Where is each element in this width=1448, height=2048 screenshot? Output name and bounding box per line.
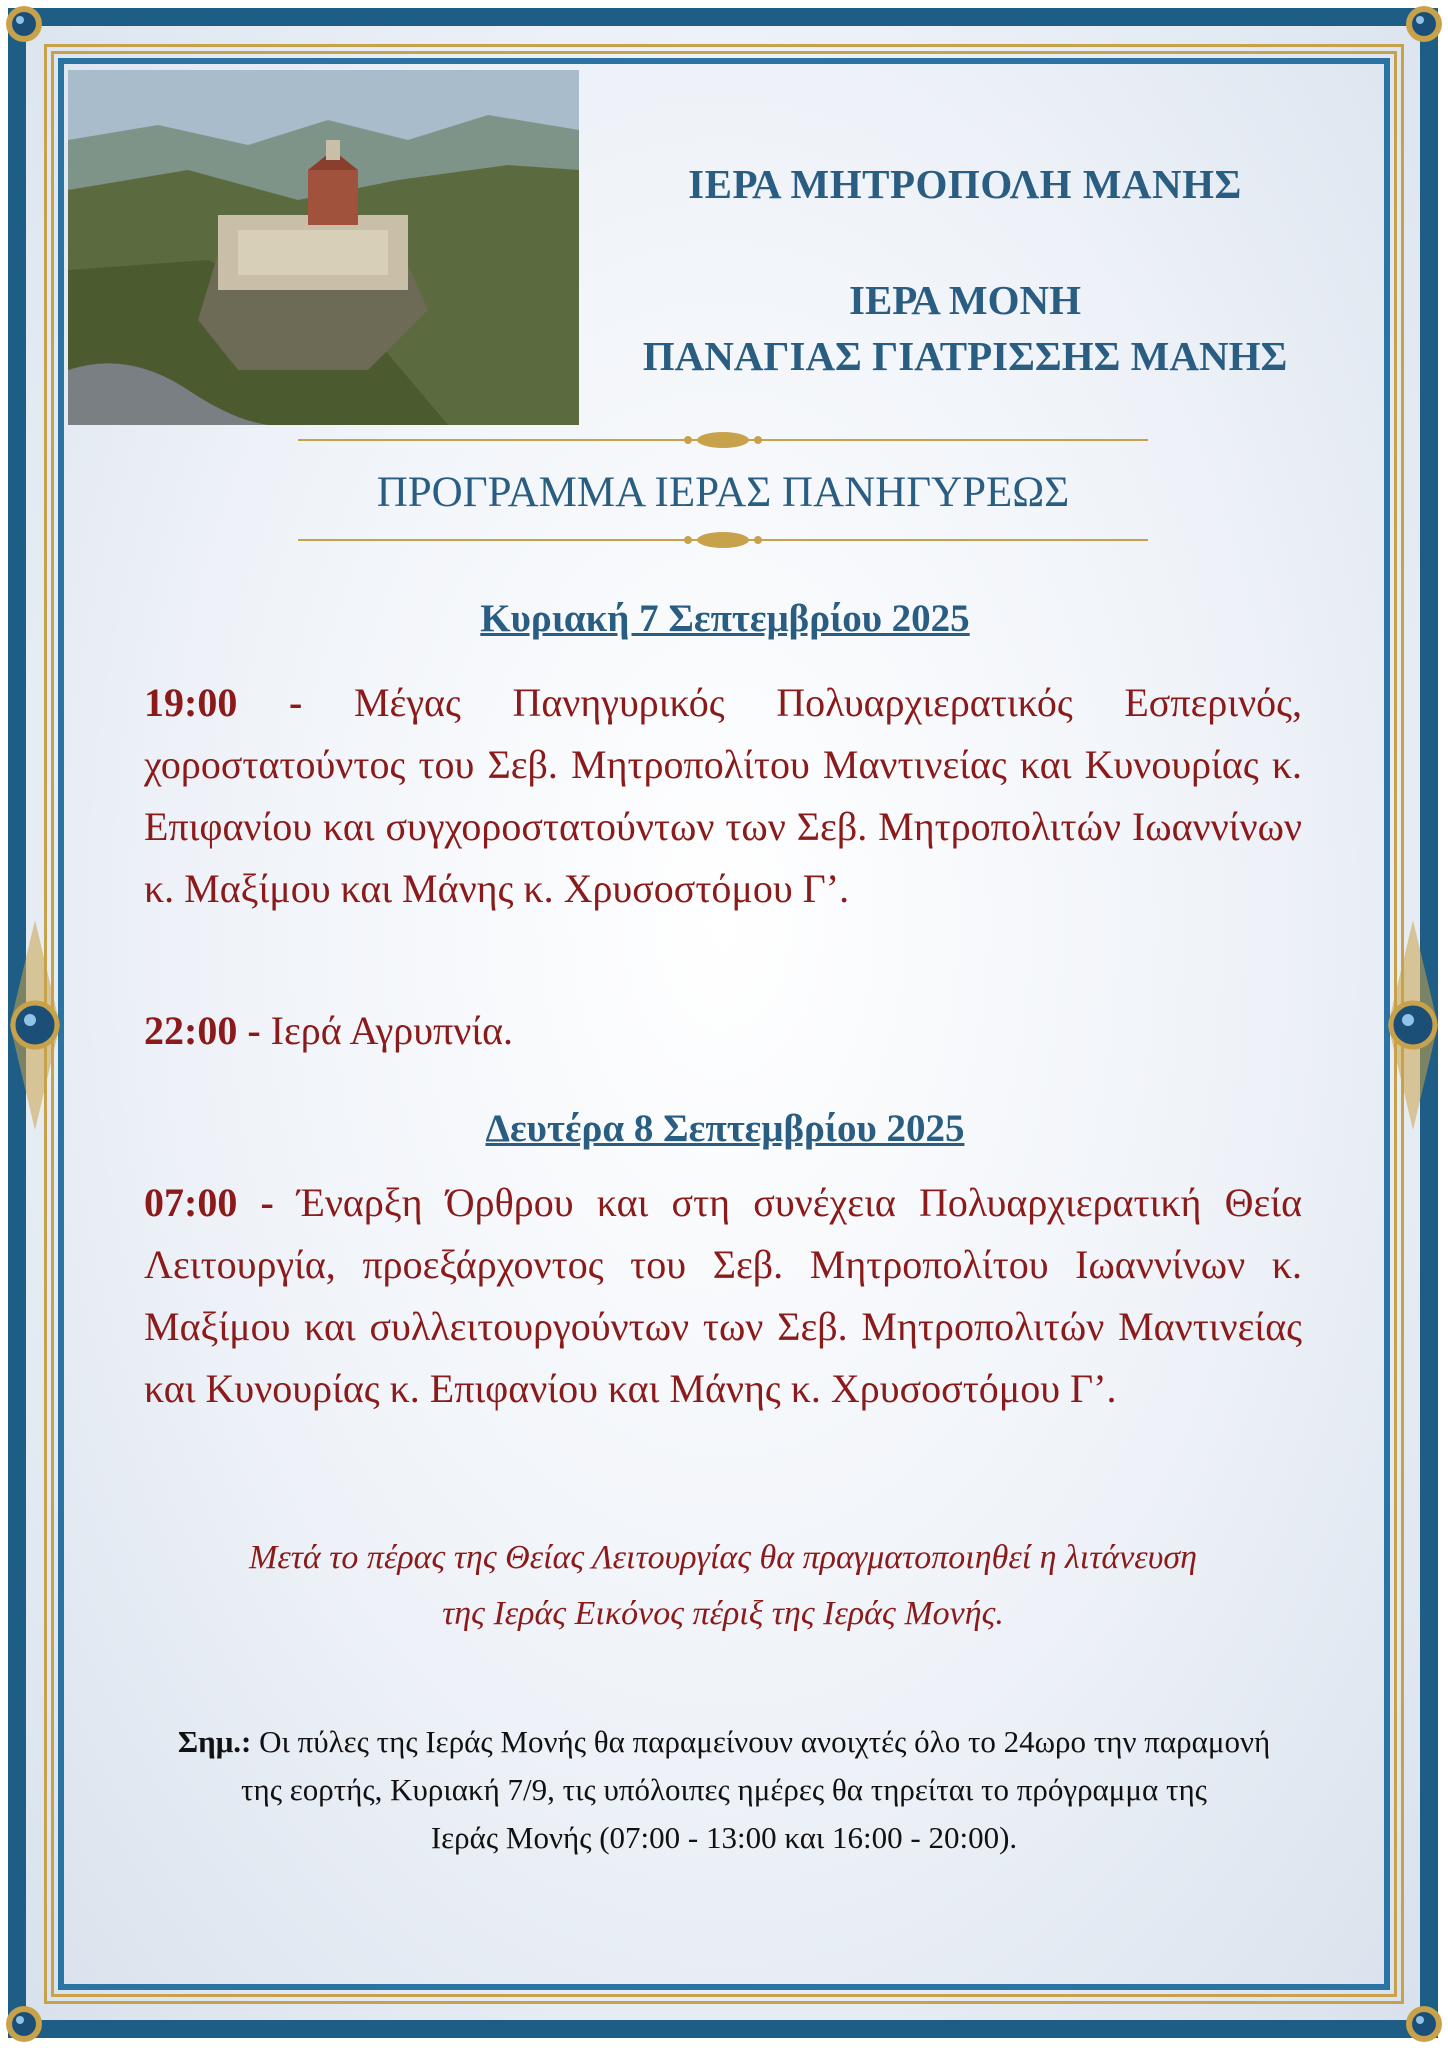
- footnote-line1: Οι πύλες της Ιεράς Μονής θα παραμείνουν ανοιχτές όλο το 24ωρο την παραμονή: [259, 1724, 1271, 1759]
- day1-heading: Κυριακή 7 Σεπτεμβρίου 2025: [480, 597, 970, 640]
- ornamental-divider-top: [298, 430, 1148, 450]
- side-ornament-icon: [0, 920, 70, 1130]
- footnote-line3: Ιεράς Μονής (07:00 - 13:00 και 16:00 - 20:00).: [430, 1820, 1018, 1855]
- day1-event1: [144, 672, 1302, 920]
- monastery-illustration: [68, 70, 579, 425]
- procession-note: [100, 1530, 1346, 1642]
- event-time: 07:00 -: [144, 1180, 274, 1225]
- monastery-title-line1: ΙΕΡΑ ΜΟΝΗ: [848, 277, 1081, 323]
- day1-event2: [144, 1000, 1302, 1062]
- side-ornament-icon: [1378, 920, 1448, 1130]
- event-description: Μέγας Πανηγυρικός Πολυαρχιερατικός Εσπερινός, χοροστατούντος του Σεβ. Μητροπολίτου Μαντινείας και Κυνουρίας κ. Επιφανίου και συγχοροστατούντων των Σεβ. Μητροπολιτών Ιωαννίνων κ. Μαξίμου και Μάνης κ. Χρυσοστόμου Γ’.: [144, 680, 1303, 911]
- procession-note-line1: Μετά το πέρας της Θείας Λειτουργίας θα πραγματοποιηθεί η λιτάνευση: [249, 1539, 1197, 1576]
- footnote: [70, 1718, 1378, 1862]
- event-description: Ιερά Αγρυπνία.: [270, 1008, 514, 1053]
- corner-jewel-icon: [1402, 2002, 1446, 2046]
- procession-note-line2: της Ιεράς Εικόνος πέριξ της Ιεράς Μονής.: [442, 1595, 1004, 1632]
- metropolis-title: ΙΕΡΑ ΜΗΤΡΟΠΟΛΗ ΜΑΝΗΣ: [688, 161, 1242, 207]
- corner-jewel-icon: [2, 2002, 46, 2046]
- monastery-title-line2: ΠΑΝΑΓΙΑΣ ΓΙΑΤΡΙΣΣΗΣ ΜΑΝΗΣ: [642, 333, 1288, 379]
- header-block: [590, 160, 1340, 380]
- event-description: Έναρξη Όρθρου και στη συνέχεια Πολυαρχιερατική Θεία Λειτουργία, προεξάρχοντος του Σεβ. Μητροπολίτου Ιωαννίνων κ. Μαξίμου και συλλειτουργούντων των Σεβ. Μητροπολιτών Μαντινείας και Κυνουρίας κ. Επιφανίου και Μάνης κ. Χρυσοστόμου Γ’.: [144, 1180, 1303, 1411]
- event-time: 22:00 -: [144, 1008, 261, 1053]
- monastery-photo: [68, 70, 579, 425]
- day2-event1: [144, 1172, 1302, 1420]
- footnote-label: Σημ.:: [177, 1724, 252, 1759]
- footnote-line2: της εορτής, Κυριακή 7/9, τις υπόλοιπες ημέρες θα τηρείται το πρόγραμμα της: [241, 1772, 1207, 1807]
- ornamental-divider-bottom: [298, 530, 1148, 550]
- event-time: 19:00 -: [144, 680, 303, 725]
- program-title: ΠΡΟΓΡΑΜΜΑ ΙΕΡΑΣ ΠΑΝΗΓΥΡΕΩΣ: [376, 469, 1070, 516]
- day2-heading: Δευτέρα 8 Σεπτεμβρίου 2025: [485, 1107, 965, 1150]
- corner-jewel-icon: [2, 2, 46, 46]
- corner-jewel-icon: [1402, 2, 1446, 46]
